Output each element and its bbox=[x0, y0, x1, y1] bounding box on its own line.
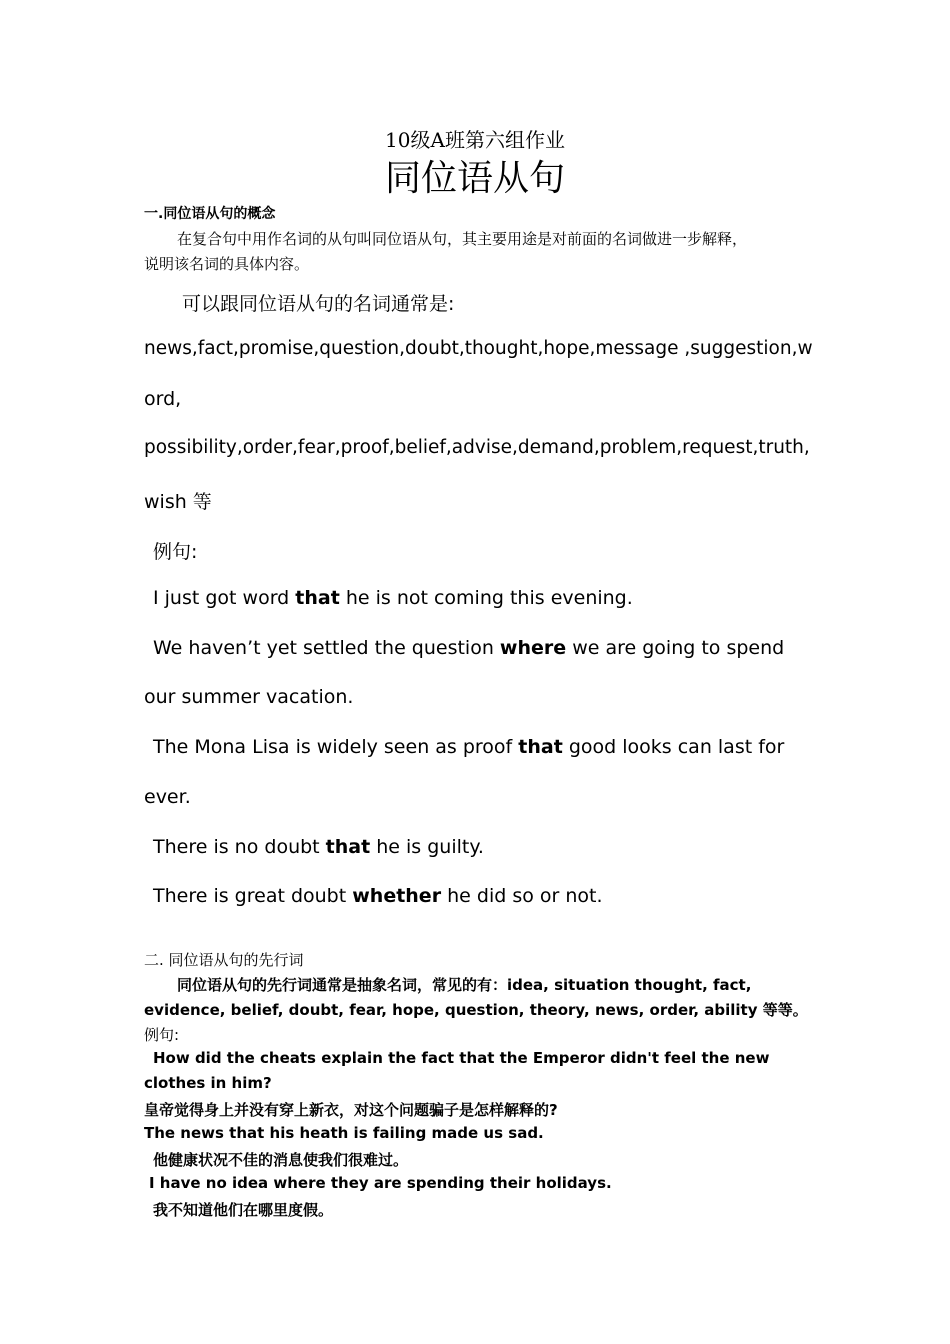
example-3-text-end: good looks can last for bbox=[562, 736, 785, 758]
section2-example-2: The news that his heath is failing made us sad. bbox=[144, 1124, 544, 1142]
example-4 bbox=[153, 836, 484, 858]
nouns-intro: 可以跟同位语从句的名词通常是: bbox=[182, 293, 455, 315]
section2-example-2-translation: 他健康状况不佳的消息使我们很难过。 bbox=[153, 1151, 409, 1169]
example-5 bbox=[153, 885, 603, 907]
document-subtitle: 10级A班第六组作业 bbox=[385, 128, 565, 152]
nouns-line-3: possibility,order,fear,proof,belief,advise,demand,problem,request,truth, bbox=[144, 437, 810, 458]
example-3-keyword: that bbox=[518, 736, 563, 758]
section1-definition-line1: 在复合句中用作名词的从句叫同位语从句，其主要用途是对前面的名词做进一步解释， bbox=[177, 230, 748, 248]
example-5-text-end: he did so or not. bbox=[441, 885, 603, 907]
example-2-continuation: our summer vacation. bbox=[144, 686, 354, 708]
example-2-keyword: where bbox=[499, 637, 567, 659]
section2-examples-label: 例句: bbox=[144, 1026, 180, 1044]
section2-intro-line2: evidence, belief, doubt, fear, hope, question, theory, news, order, ability 等等。 bbox=[144, 1001, 808, 1019]
section2-example-1-line1: How did the cheats explain the fact that the Emperor didn't feel the new bbox=[153, 1049, 770, 1067]
section2-heading: 二. 同位语从句的先行词 bbox=[144, 951, 304, 969]
examples-label: 例句: bbox=[153, 541, 198, 563]
nouns-line-2: ord, bbox=[144, 388, 182, 410]
section2-intro-line1: 同位语从句的先行词通常是抽象名词，常见的有：idea, situation thought, fact, bbox=[177, 976, 752, 994]
section2-example-1-translation: 皇帝觉得身上并没有穿上新衣，对这个问题骗子是怎样解释的? bbox=[144, 1101, 558, 1119]
example-5-keyword: whether bbox=[352, 885, 442, 907]
section2-example-3-translation: 我不知道他们在哪里度假。 bbox=[153, 1201, 334, 1219]
example-4-text: There is no doubt bbox=[153, 836, 326, 858]
nouns-line-1: news,fact,promise,question,doubt,thought,hope,message ,suggestion,w bbox=[144, 338, 813, 359]
example-4-keyword: that bbox=[325, 836, 371, 858]
example-1-text: I just got word bbox=[153, 587, 296, 609]
section2-example-1-line2: clothes in him? bbox=[144, 1074, 272, 1092]
example-2 bbox=[153, 637, 784, 659]
example-1 bbox=[153, 587, 633, 609]
example-3 bbox=[153, 736, 784, 758]
example-2-text-end: we are going to spend bbox=[566, 637, 785, 659]
example-3-text: The Mona Lisa is widely seen as proof bbox=[153, 736, 519, 758]
example-5-text: There is great doubt bbox=[153, 885, 353, 907]
section1-definition-line2: 说明该名词的具体内容。 bbox=[144, 255, 310, 273]
section2-example-3: I have no idea where they are spending their holidays. bbox=[149, 1174, 612, 1192]
example-1-text-end: he is not coming this evening. bbox=[339, 587, 633, 609]
section1-heading: 一.同位语从句的概念 bbox=[144, 206, 276, 222]
document-title: 同位语从句 bbox=[384, 158, 565, 199]
example-4-text-end: he is guilty. bbox=[370, 836, 484, 858]
example-2-text: We haven’t yet settled the question bbox=[153, 637, 500, 659]
example-3-continuation: ever. bbox=[144, 786, 191, 808]
nouns-line-4: wish 等 bbox=[144, 491, 212, 513]
example-1-keyword: that bbox=[295, 587, 340, 609]
